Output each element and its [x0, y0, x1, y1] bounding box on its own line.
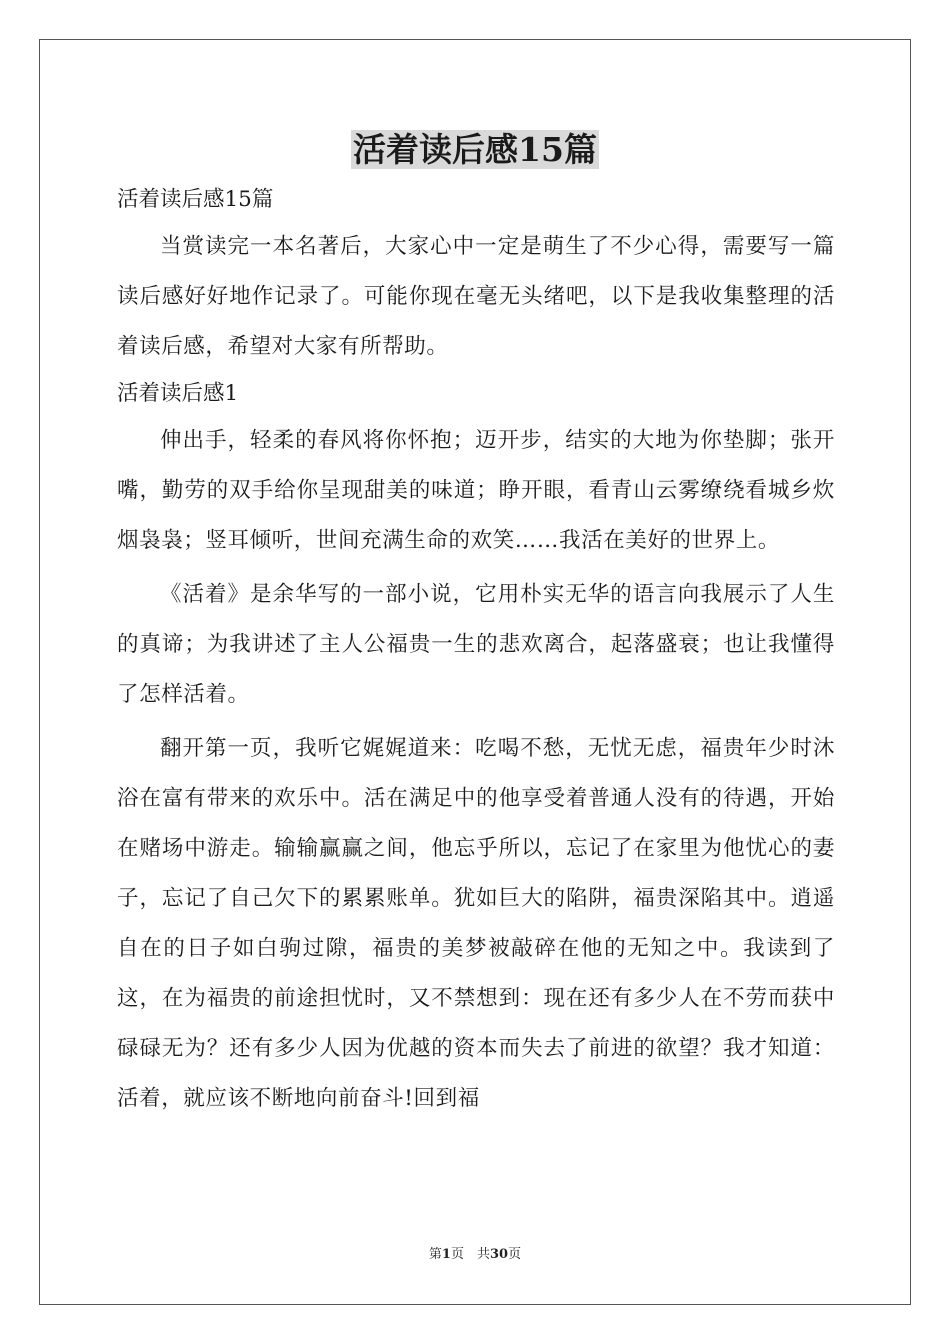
document-body [117, 178, 835, 1124]
footer-prefix: 第 [428, 1247, 442, 1262]
footer-current-page: 1 [441, 1247, 451, 1262]
body-paragraph: 《活着》是余华写的一部小说，它用朴实无华的语言向我展示了人生的真谛；为我讲述了主人公福贵一生的悲欢离合，起落盛衰；也让我懂得了怎样活着。 [117, 582, 835, 707]
page-footer [0, 1243, 950, 1262]
footer-mid: 页 共 [450, 1247, 490, 1262]
section-heading: 活着读后感1 [117, 381, 239, 406]
document-title [0, 128, 950, 172]
footer-suffix: 页 [508, 1247, 522, 1262]
body-paragraph: 翻开第一页，我听它娓娓道来：吃喝不愁，无忧无虑，福贵年少时沐浴在富有带来的欢乐中。活在满足中的他享受着普通人没有的待遇，开始在赌场中游走。输输赢赢之间，他忘乎所以，忘记了在家里为他忧心的妻子，忘记了自己欠下的累累账单。犹如巨大的陷阱，福贵深陷其中。逍遥自在的日子如白驹过隙，福贵的美梦被敲碎在他的无知之中。我读到了这，在为福贵的前途担忧时，又不禁想到：现在还有多少人在不劳而获中碌碌无为？还有多少人因为优越的资本而失去了前进的欲望？我才知道：活着，就应该不断地向前奋斗!回到福 [117, 736, 835, 1111]
document-title-text: 活着读后感15篇 [353, 130, 597, 169]
body-paragraph: 伸出手，轻柔的春风将你怀抱；迈开步，结实的大地为你垫脚；张开嘴，勤劳的双手给你呈现甜美的味道；睁开眼，看青山云雾缭绕看城乡炊烟袅袅；竖耳倾听，世间充满生命的欢笑……我活在美好的世界上。 [117, 428, 835, 553]
footer-total-pages: 30 [489, 1247, 509, 1262]
document-subtitle: 活着读后感15篇 [117, 187, 274, 212]
intro-paragraph: 当赏读完一本名著后，大家心中一定是萌生了不少心得，需要写一篇读后感好好地作记录了。可能你现在毫无头绪吧，以下是我收集整理的活着读后感，希望对大家有所帮助。 [117, 234, 835, 359]
